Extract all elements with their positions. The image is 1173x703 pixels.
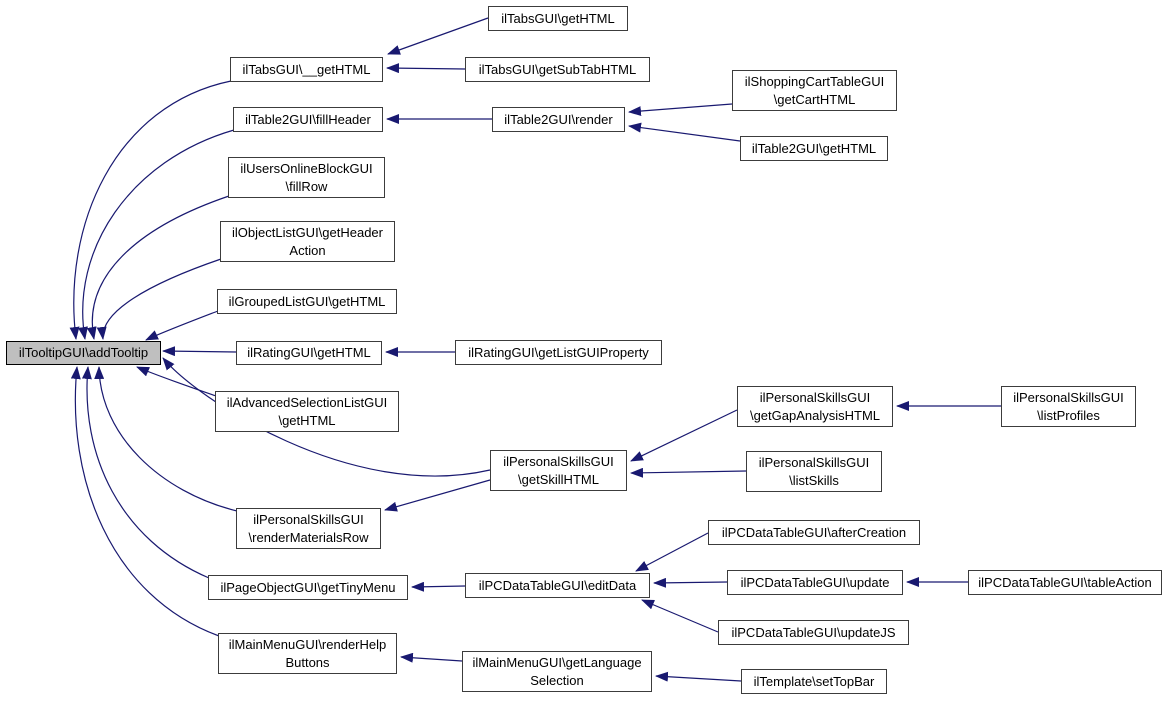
node-groupedlist-gethtml[interactable]	[217, 289, 397, 314]
node-label: ilPersonalSkillsGUI	[253, 511, 364, 527]
node-label: ilRatingGUI\getListGUIProperty	[468, 344, 649, 360]
edge-pcdata-updatejs-to-pcdata-editdata	[642, 600, 718, 632]
node-label: \getCartHTML	[773, 91, 856, 107]
node-label: ilPersonalSkillsGUI	[758, 454, 870, 470]
node-tooltip-addtooltip	[6, 341, 161, 365]
node-advsel-gethtml[interactable]	[215, 391, 399, 432]
node-label: \getHTML	[278, 412, 336, 428]
node-tabs-gethtml2[interactable]	[230, 57, 383, 82]
node-label: \renderMaterialsRow	[248, 529, 369, 545]
node-label: ilPCDataTableGUI\afterCreation	[721, 524, 907, 540]
node-shoppingcart-getcarthtml[interactable]	[732, 70, 897, 111]
node-label: Buttons	[285, 654, 330, 670]
node-tabs-getsubtabhtml[interactable]	[465, 57, 650, 82]
edge-table2-gethtml-to-table2-render	[629, 126, 740, 141]
edge-skills-listskills-to-skills-getskillhtml	[631, 471, 746, 473]
node-pcdata-aftercreation[interactable]	[708, 520, 920, 545]
node-label: ilTable2GUI\fillHeader	[245, 111, 371, 127]
node-label: ilPersonalSkillsGUI	[503, 453, 614, 469]
node-label: ilAdvancedSelectionListGUI	[226, 394, 388, 410]
edge-usersonline-fillrow-to-tooltip-addtooltip	[92, 196, 229, 339]
node-skills-rendermaterialsrow[interactable]	[236, 508, 381, 549]
node-label: \listSkills	[789, 472, 839, 488]
node-tabs-gethtml[interactable]	[488, 6, 628, 31]
edge-tabs-getsubtabhtml-to-tabs-gethtml2	[387, 68, 465, 69]
node-pcdata-tableaction[interactable]	[968, 570, 1162, 595]
edge-pcdata-editdata-to-pageobject-gettinymenu	[412, 586, 465, 587]
node-label: ilTable2GUI\render	[504, 111, 613, 127]
node-rating-gethtml[interactable]	[236, 341, 382, 365]
node-rating-getlistguiproperty[interactable]	[455, 340, 662, 365]
node-pcdata-update[interactable]	[727, 570, 903, 595]
node-label: ilObjectListGUI\getHeader	[231, 224, 383, 240]
edge-pageobject-gettinymenu-to-tooltip-addtooltip	[87, 367, 209, 578]
node-mainmenu-getlanguageselection[interactable]	[462, 651, 652, 692]
edge-template-settopbar-to-mainmenu-getlanguageselection	[656, 676, 741, 681]
edge-skills-rendermaterialsrow-to-tooltip-addtooltip	[99, 367, 237, 511]
node-label: ilGroupedListGUI\getHTML	[228, 293, 386, 309]
node-label: ilPersonalSkillsGUI	[1013, 389, 1124, 405]
node-template-settopbar[interactable]	[741, 669, 887, 694]
node-label: ilTabsGUI\getHTML	[501, 10, 615, 26]
node-mainmenu-renderhelpbuttons[interactable]	[218, 633, 397, 674]
node-label: Selection	[530, 672, 584, 688]
node-label: ilMainMenuGUI\getLanguage	[472, 654, 642, 670]
node-label: ilRatingGUI\getHTML	[247, 345, 371, 361]
node-pcdata-updatejs[interactable]	[718, 620, 909, 645]
node-usersonline-fillrow[interactable]	[228, 157, 385, 198]
node-skills-getgapanalysishtml[interactable]	[737, 386, 893, 427]
node-skills-listprofiles[interactable]	[1001, 386, 1136, 427]
edge-skills-getskillhtml-to-skills-rendermaterialsrow	[385, 480, 490, 510]
edge-pcdata-update-to-pcdata-editdata	[654, 582, 727, 583]
edge-mainmenu-getlanguageselection-to-mainmenu-renderhelpbuttons	[401, 657, 462, 661]
node-label: ilPageObjectGUI\getTinyMenu	[220, 579, 396, 595]
node-label: ilPCDataTableGUI\tableAction	[978, 574, 1152, 590]
node-label: ilPCDataTableGUI\update	[740, 574, 890, 590]
node-label: ilTabsGUI\getSubTabHTML	[478, 61, 637, 77]
edge-groupedlist-gethtml-to-tooltip-addtooltip	[146, 311, 218, 340]
node-label: ilPersonalSkillsGUI	[759, 389, 871, 405]
edge-rating-gethtml-to-tooltip-addtooltip	[163, 351, 236, 352]
node-pcdata-editdata[interactable]	[465, 573, 650, 598]
node-objectlist-getheaderaction[interactable]	[220, 221, 395, 262]
node-label: \fillRow	[285, 178, 328, 194]
edge-pcdata-aftercreation-to-pcdata-editdata	[636, 533, 708, 571]
node-table2-render[interactable]	[492, 107, 625, 132]
node-pageobject-gettinymenu[interactable]	[208, 575, 408, 600]
edge-objectlist-getheaderaction-to-tooltip-addtooltip	[103, 259, 221, 339]
node-skills-getskillhtml[interactable]	[490, 450, 627, 491]
node-label: ilTable2GUI\getHTML	[751, 140, 877, 156]
node-label: ilPCDataTableGUI\editData	[478, 577, 637, 593]
edge-skills-getgapanalysishtml-to-skills-getskillhtml	[631, 410, 737, 461]
edge-mainmenu-renderhelpbuttons-to-tooltip-addtooltip	[75, 367, 219, 636]
edge-tabs-gethtml-to-tabs-gethtml2	[388, 18, 488, 54]
node-label: \listProfiles	[1037, 407, 1100, 423]
edge-shoppingcart-getcarthtml-to-table2-render	[629, 104, 732, 112]
edge-table2-fillheader-to-tooltip-addtooltip	[83, 130, 234, 339]
node-label: ilUsersOnlineBlockGUI	[240, 160, 373, 176]
node-table2-gethtml[interactable]	[740, 136, 888, 161]
node-label: ilPCDataTableGUI\updateJS	[731, 624, 896, 640]
node-table2-fillheader[interactable]	[233, 107, 383, 132]
node-label: ilMainMenuGUI\renderHelp	[228, 636, 387, 652]
node-label: ilTemplate\setTopBar	[753, 673, 875, 689]
node-label: ilTooltipGUI\addTooltip	[18, 345, 149, 361]
node-skills-listskills[interactable]	[746, 451, 882, 492]
node-label: \getSkillHTML	[518, 471, 599, 487]
node-label: ilShoppingCartTableGUI	[744, 73, 885, 89]
node-label: Action	[289, 242, 326, 258]
node-label: \getGapAnalysisHTML	[749, 407, 881, 423]
node-label: ilTabsGUI\__getHTML	[242, 61, 371, 77]
edge-tabs-gethtml2-to-tooltip-addtooltip	[74, 81, 231, 339]
